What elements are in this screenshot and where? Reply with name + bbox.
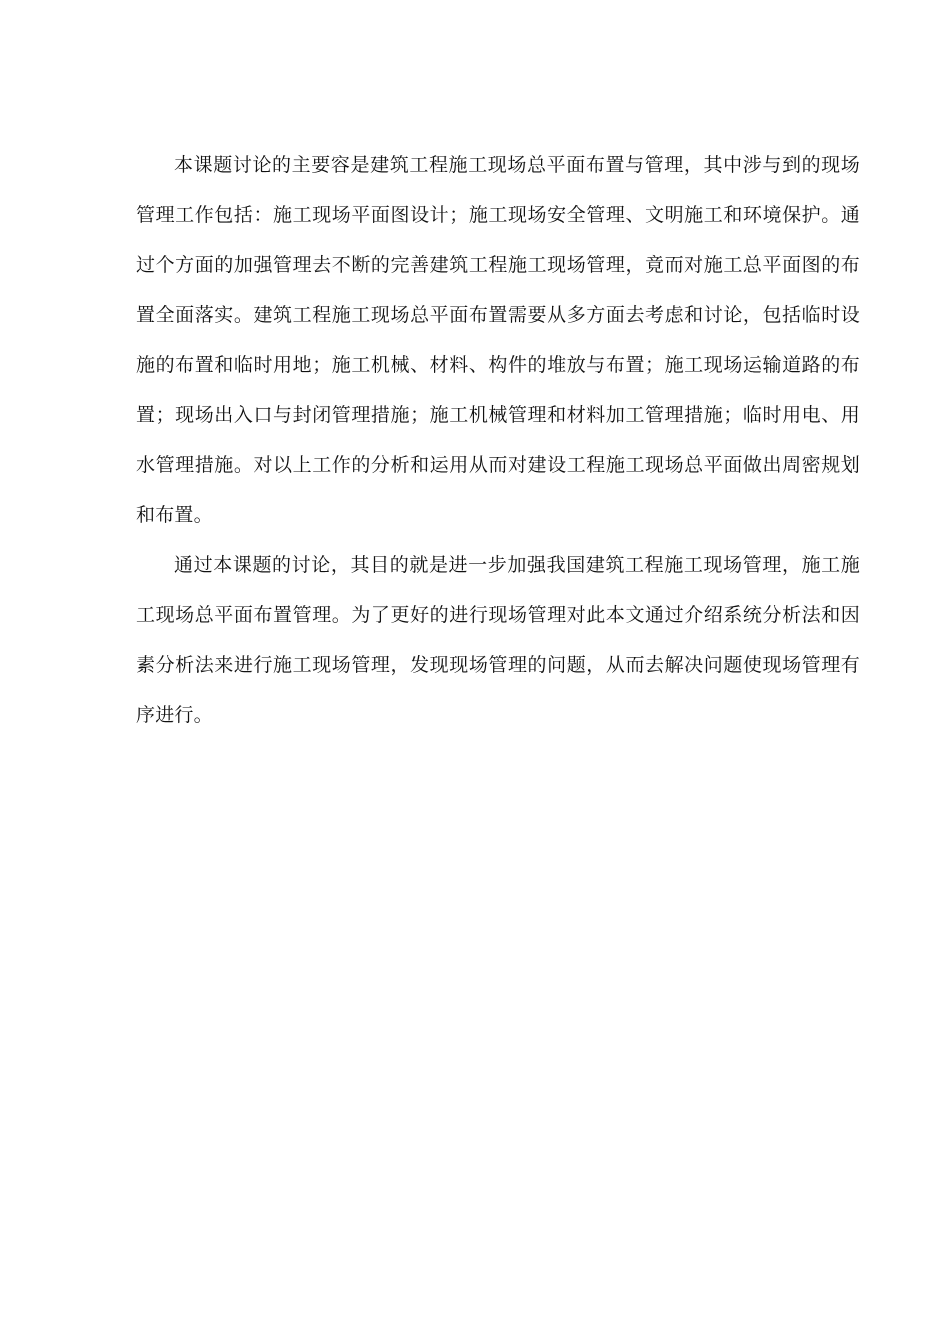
paragraph-1: 本课题讨论的主要容是建筑工程施工现场总平面布置与管理，其中涉与到的现场管理工作包括：施工现场平面图设计；施工现场安全管理、文明施工和环境保护。通过个方面的加强管理去不断的完善建筑工程施工现场管理，竟而对施工总平面图的布置全面落实。建筑工程施工现场总平面布置需要从多方面去考虑和讨论，包括临时设施的布置和临时用地；施工机械、材料、构件的堆放与布置；施工现场运输道路的布置；现场出入口与封闭管理措施；施工机械管理和材料加工管理措施；临时用电、用水管理措施。对以上工作的分析和运用从而对建设工程施工现场总平面做出周密规划和布置。 bbox=[136, 154, 860, 526]
paragraph-2: 通过本课题的讨论，其目的就是进一步加强我国建筑工程施工现场管理，施工施工现场总平面布置管理。为了更好的进行现场管理对此本文通过介绍系统分析法和因素分析法来进行施工现场管理，发现现场管理的问题，从而去解决问题使现场管理有序进行。 bbox=[136, 554, 860, 726]
document-body bbox=[136, 140, 860, 740]
